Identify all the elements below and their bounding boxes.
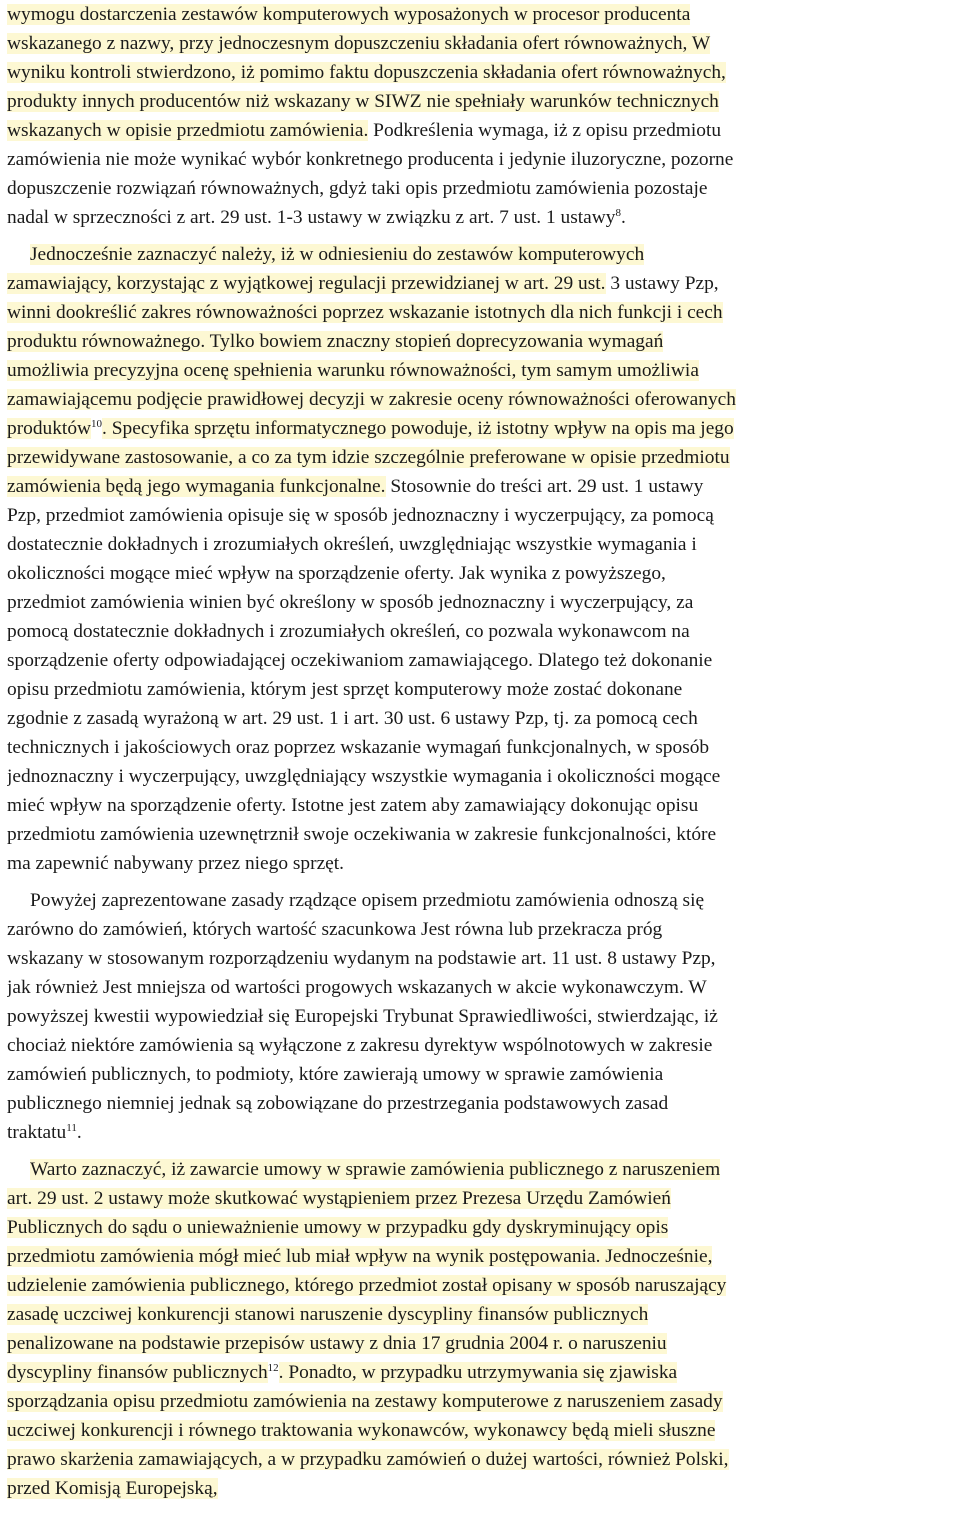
text-line bbox=[7, 414, 957, 443]
text-line bbox=[7, 646, 957, 675]
text-line bbox=[7, 588, 957, 617]
highlighted-text: produktów bbox=[7, 418, 92, 439]
highlighted-text: 2 ustawy może skutkować wystąpieniem przez Prezesa Urzędu Zamówień bbox=[88, 1188, 671, 1209]
highlighted-text: zasadę uczciwej konkurencji stanowi naruszenie dyscypliny finansów publicznych bbox=[7, 1304, 649, 1325]
text-segment: Istotne jest zatem aby zamawiający dokonując opisu bbox=[286, 795, 699, 816]
text-segment: jak również Jest mniejsza od wartości progowych wskazanych w akcie wykonawczym. bbox=[7, 977, 684, 998]
document-page bbox=[7, 0, 957, 1503]
highlighted-text: prawo skarżenia zamawiających, a w przypadku zamówień o dużej wartości, również Polski, bbox=[7, 1449, 729, 1470]
highlighted-text: Jednocześnie zaznaczyć należy, iż w odniesieniu do zestawów komputerowych bbox=[30, 244, 645, 265]
text-segment: za pomocą cech bbox=[569, 708, 698, 729]
text-line bbox=[7, 733, 957, 762]
text-line bbox=[7, 675, 957, 704]
paragraph-p1 bbox=[7, 0, 957, 232]
highlighted-text: wyniku kontroli stwierdzono, iż pomimo faktu dopuszczenia składania ofert równoważnych, bbox=[7, 62, 726, 83]
text-line bbox=[7, 886, 957, 915]
text-line bbox=[7, 617, 957, 646]
highlighted-text: przed Komisją Europejską, bbox=[7, 1478, 218, 1499]
text-segment: 3 ustawy Pzp, bbox=[605, 273, 719, 294]
text-segment: mieć wpływ na sporządzenie oferty. bbox=[7, 795, 287, 816]
text-line bbox=[7, 1416, 957, 1445]
text-segment: opisu przedmiotu zamówienia, którym jest sprzęt komputerowy może zostać dokonane bbox=[7, 679, 683, 700]
text-segment: . bbox=[620, 207, 626, 228]
highlighted-text: . Ponadto, w przypadku utrzymywania się zjawiska bbox=[278, 1362, 678, 1383]
paragraph-p3 bbox=[7, 886, 957, 1147]
text-line bbox=[7, 501, 957, 530]
text-segment: Powyżej zaprezentowane zasady rządzące opisem przedmiotu zamówienia odnoszą się bbox=[30, 890, 705, 911]
text-line bbox=[7, 1329, 957, 1358]
text-segment: nadal w sprzeczności z art. 29 ust. 1-3 ustawy w związku z art. 7 ust. 1 ustawy bbox=[7, 207, 616, 228]
text-line bbox=[7, 145, 957, 174]
highlighted-text: zamówienia będą jego wymagania funkcjonalne. bbox=[7, 476, 386, 497]
footnote-ref: 10 bbox=[91, 418, 103, 430]
footnote-ref: 11 bbox=[66, 1122, 77, 1134]
text-segment: zamówień publicznych, to podmioty, które zawierają umowy w sprawie zamówienia bbox=[7, 1064, 664, 1085]
highlighted-text: art. 29 ust. bbox=[7, 1188, 89, 1209]
text-line bbox=[7, 559, 957, 588]
text-segment: zgodnie z zasadą wyrażoną w art. 29 ust. 1 i art. 30 ust. 6 ustawy Pzp, tj. bbox=[7, 708, 570, 729]
text-line bbox=[7, 1300, 957, 1329]
text-line bbox=[7, 1242, 957, 1271]
paragraph-gap bbox=[7, 878, 957, 886]
highlighted-text: uczciwej konkurencji i równego traktowania wykonawców, wykonawcy będą mieli słuszne bbox=[7, 1420, 716, 1441]
text-line bbox=[7, 1155, 957, 1184]
highlighted-text: dyscypliny finansów publicznych bbox=[7, 1362, 268, 1383]
paragraph-p4 bbox=[7, 1155, 957, 1503]
text-line bbox=[7, 0, 957, 29]
highlighted-text: penalizowane na podstawie przepisów ustawy z dnia 17 grudnia 2004 r. bbox=[7, 1333, 564, 1354]
text-line bbox=[7, 58, 957, 87]
text-line bbox=[7, 973, 957, 1002]
text-segment: ma zapewnić nabywany przez niego sprzęt. bbox=[7, 853, 345, 874]
text-line bbox=[7, 87, 957, 116]
text-line bbox=[7, 915, 957, 944]
highlighted-text: wymogu dostarczenia zestawów komputerowych wyposażonych w procesor producenta bbox=[7, 4, 691, 25]
text-line bbox=[7, 1118, 957, 1147]
highlighted-text: Jednocześnie, bbox=[600, 1246, 713, 1267]
text-segment: Stosownie do treści art. 29 ust. 1 ustawy bbox=[385, 476, 704, 497]
text-segment: przedmiot zamówienia winien być określony w sposób jednoznaczny i wyczerpujący, za bbox=[7, 592, 694, 613]
text-segment: Jak wynika z powyższego, bbox=[454, 563, 666, 584]
text-line bbox=[7, 443, 957, 472]
text-segment: Pzp, przedmiot zamówienia opisuje się w sposób jednoznaczny i wyczerpujący, za pomocą bbox=[7, 505, 714, 526]
text-segment: powyższej kwestii wypowiedział się Europejski Trybunat Sprawiedliwości, stwierdzając, iż bbox=[7, 1006, 718, 1027]
text-line bbox=[7, 298, 957, 327]
text-segment: Podkreślenia wymaga, iż z opisu przedmiotu bbox=[368, 120, 722, 141]
text-line bbox=[7, 820, 957, 849]
text-line bbox=[7, 791, 957, 820]
text-line bbox=[7, 704, 957, 733]
text-line bbox=[7, 1387, 957, 1416]
highlighted-text: umożliwia precyzyjna ocenę spełnienia warunku równoważności, tym samym umożliwia bbox=[7, 360, 699, 381]
highlighted-text: przedmiotu zamówienia mógł mieć lub miał wpływ na wynik postępowania. bbox=[7, 1246, 601, 1267]
text-segment: . bbox=[76, 1122, 82, 1143]
text-line bbox=[7, 944, 957, 973]
text-line bbox=[7, 1031, 957, 1060]
paragraph-gap bbox=[7, 232, 957, 240]
text-segment: pomocą dostatecznie dokładnych i zrozumiałych określeń, co pozwala wykonawcom na bbox=[7, 621, 690, 642]
text-line bbox=[7, 356, 957, 385]
text-line bbox=[7, 1002, 957, 1031]
text-segment: W bbox=[683, 977, 707, 998]
highlighted-text: udzielenie zamówienia publicznego, którego przedmiot został opisany w sposób naruszający bbox=[7, 1275, 727, 1296]
highlighted-text: winni dookreślić zakres równoważności poprzez wskazanie istotnych dla nich funkcji i cech bbox=[7, 302, 723, 323]
highlighted-text: zamawiającemu podjęcie prawidłowej decyzji w zakresie oceny równoważności oferowanych bbox=[7, 389, 736, 410]
text-segment: zarówno do zamówień, których wartość szacunkowa Jest równa lub przekracza próg bbox=[7, 919, 663, 940]
text-line bbox=[7, 1089, 957, 1118]
highlighted-text: o naruszeniu bbox=[563, 1333, 667, 1354]
text-line bbox=[7, 1358, 957, 1387]
text-segment: publicznego niemniej jednak są zobowiązane do przestrzegania podstawowych zasad bbox=[7, 1093, 669, 1114]
highlighted-text: przewidywane zastosowanie, a co za tym idzie szczególnie preferowane w opisie przedmiotu bbox=[7, 447, 730, 468]
highlighted-text: wskazanego z nazwy, przy jednoczesnym dopuszczeniu składania ofert równoważnych, W bbox=[7, 33, 711, 54]
text-line bbox=[7, 385, 957, 414]
text-line bbox=[7, 174, 957, 203]
text-segment: przedmiotu zamówienia uzewnętrznił swoje oczekiwania w zakresie funkcjonalności, które bbox=[7, 824, 717, 845]
footnote-ref: 8 bbox=[615, 207, 621, 219]
text-line bbox=[7, 1271, 957, 1300]
text-line bbox=[7, 116, 957, 145]
text-line bbox=[7, 29, 957, 58]
text-line bbox=[7, 472, 957, 501]
text-line bbox=[7, 849, 957, 878]
highlighted-text: Publicznych do sądu o unieważnienie umowy w przypadku gdy dyskryminujący opis bbox=[7, 1217, 669, 1238]
paragraph-p2 bbox=[7, 240, 957, 878]
text-line bbox=[7, 1474, 957, 1503]
text-segment: Dlatego też dokonanie bbox=[532, 650, 713, 671]
text-line bbox=[7, 1060, 957, 1089]
text-segment: zamówienia nie może wynikać wybór konkretnego producenta i jedynie iluzoryczne, pozorne bbox=[7, 149, 734, 170]
text-segment: jednoznaczny i wyczerpujący, uwzględniający wszystkie wymagania i okoliczności mogące bbox=[7, 766, 721, 787]
paragraph-gap bbox=[7, 1147, 957, 1155]
text-line bbox=[7, 1445, 957, 1474]
highlighted-text: . Specyfika sprzętu informatycznego powoduje, iż istotny wpływ na opis ma jego bbox=[102, 418, 734, 439]
highlighted-text: Warto zaznaczyć, iż zawarcie umowy w sprawie zamówienia publicznego z naruszeniem bbox=[30, 1159, 721, 1180]
text-line bbox=[7, 327, 957, 356]
text-line bbox=[7, 240, 957, 269]
footnote-ref: 12 bbox=[267, 1362, 279, 1374]
text-segment: dostatecznie dokładnych i zrozumiałych określeń, uwzględniając wszystkie wymagania i bbox=[7, 534, 697, 555]
highlighted-text: produktu równoważnego. bbox=[7, 331, 206, 352]
text-segment: technicznych i jakościowych oraz poprzez wskazanie wymagań funkcjonalnych, w sposób bbox=[7, 737, 710, 758]
highlighted-text: zamawiający, korzystając z wyjątkowej regulacji przewidzianej w art. 29 ust. bbox=[7, 273, 606, 294]
highlighted-text: wskazanych w opisie przedmiotu zamówienia. bbox=[7, 120, 369, 141]
text-line bbox=[7, 530, 957, 559]
text-line bbox=[7, 203, 957, 232]
text-segment: okoliczności mogące mieć wpływ na sporządzenie oferty. bbox=[7, 563, 455, 584]
highlighted-text: Tylko bowiem znaczny stopień doprecyzowania wymagań bbox=[205, 331, 664, 352]
text-segment: wskazany w stosowanym rozporządzeniu wydanym na podstawie art. 11 ust. 8 ustawy Pzp, bbox=[7, 948, 716, 969]
text-segment: chociaż niektóre zamówienia są wyłączone z zakresu dyrektyw wspólnotowych w zakresie bbox=[7, 1035, 713, 1056]
highlighted-text: produkty innych producentów niż wskazany w SIWZ nie spełniały warunków technicznych bbox=[7, 91, 719, 112]
highlighted-text: sporządzania opisu przedmiotu zamówienia na zestawy komputerowe z naruszeniem zasady bbox=[7, 1391, 723, 1412]
text-line bbox=[7, 1184, 957, 1213]
text-line bbox=[7, 762, 957, 791]
text-segment: traktatu bbox=[7, 1122, 67, 1143]
text-segment: sporządzenie oferty odpowiadającej oczekiwaniom zamawiającego. bbox=[7, 650, 533, 671]
text-line bbox=[7, 1213, 957, 1242]
text-line bbox=[7, 269, 957, 298]
text-segment: dopuszczenie rozwiązań równoważnych, gdyż taki opis przedmiotu zamówienia pozostaje bbox=[7, 178, 708, 199]
